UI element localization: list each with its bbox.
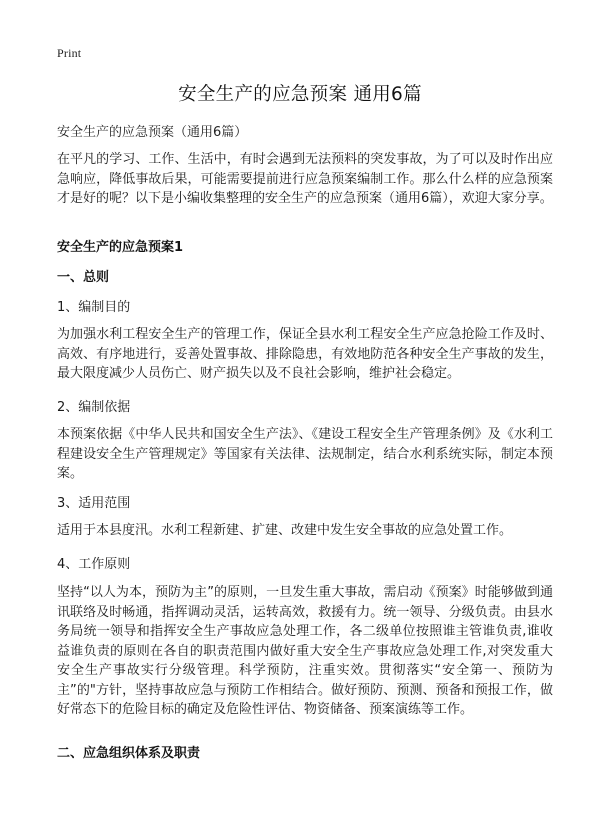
print-link[interactable]: Print <box>57 46 82 60</box>
purpose-paragraph: 为加强水利工程安全生产的管理工作，保证全县水利工程安全生产应急抢险工作及时、高效、有序地进行，妥善处置事故、排除隐患，有效地防范各种安全生产事故的发生，最大限度减少人员伤亡、财产损失以及不良社会影响，维护社会稳定。 <box>57 327 553 381</box>
chapter-heading-organization: 二、应急组织体系及职责 <box>57 746 201 761</box>
subheading-basis: 2、编制依据 <box>57 400 131 415</box>
scope-paragraph: 适用于本县度汛。水利工程新建、扩建、改建中发生安全事故的应急处置工作。 <box>57 523 513 538</box>
subheading-purpose: 1、编制目的 <box>57 300 131 315</box>
doc-subtitle: 安全生产的应急预案（通用6篇） <box>57 125 248 140</box>
principles-paragraph: 坚持“以人为本，预防为主”的原则，一旦发生重大事故，需启动《预案》时能够做到通讯联络及时畅通，指挥调动灵活，运转高效，救援有力。统一领导、分级负责。由县水务局统一领导和指挥安全生产事故应急处理工作，各二级单位按照谁主管谁负责,谁收益谁负责的原则在各自的职责范围内做好重大安全生产事故应急处理工作,对突发重大安全生产事故实行分级管理。科学预防，注重实效。贯彻落实“安全第一、预防为主”的"方针，坚持事故应急与预防工作相结合。做好预防、预测、预备和预报工作，做好常态下的危险目标的确定及危险性评估、物资储备、预案演练等工作。 <box>57 585 553 717</box>
chapter-heading-general: 一、总则 <box>57 270 110 285</box>
intro-paragraph: 在平凡的学习、工作、生活中，有时会遇到无法预料的突发事故，为了可以及时作出应急响应，降低事故后果，可能需要提前进行应急预案编制工作。那么什么样的应急预案才是好的呢？以下是小编收集整理的安全生产的应急预案（通用6篇），欢迎大家分享。 <box>57 152 553 206</box>
subheading-scope: 3、适用范围 <box>57 496 131 511</box>
subheading-principles: 4、工作原则 <box>57 557 131 572</box>
section-heading: 安全生产的应急预案1 <box>57 240 184 255</box>
page-title: 安全生产的应急预案 通用6篇 <box>178 84 422 105</box>
basis-paragraph: 本预案依据《中华人民共和国安全生产法》、《建设工程安全生产管理条例》及《水利工程建设安全生产管理规定》等国家有关法律、法规制定，结合水利系统实际，制定本预案。 <box>57 427 553 481</box>
